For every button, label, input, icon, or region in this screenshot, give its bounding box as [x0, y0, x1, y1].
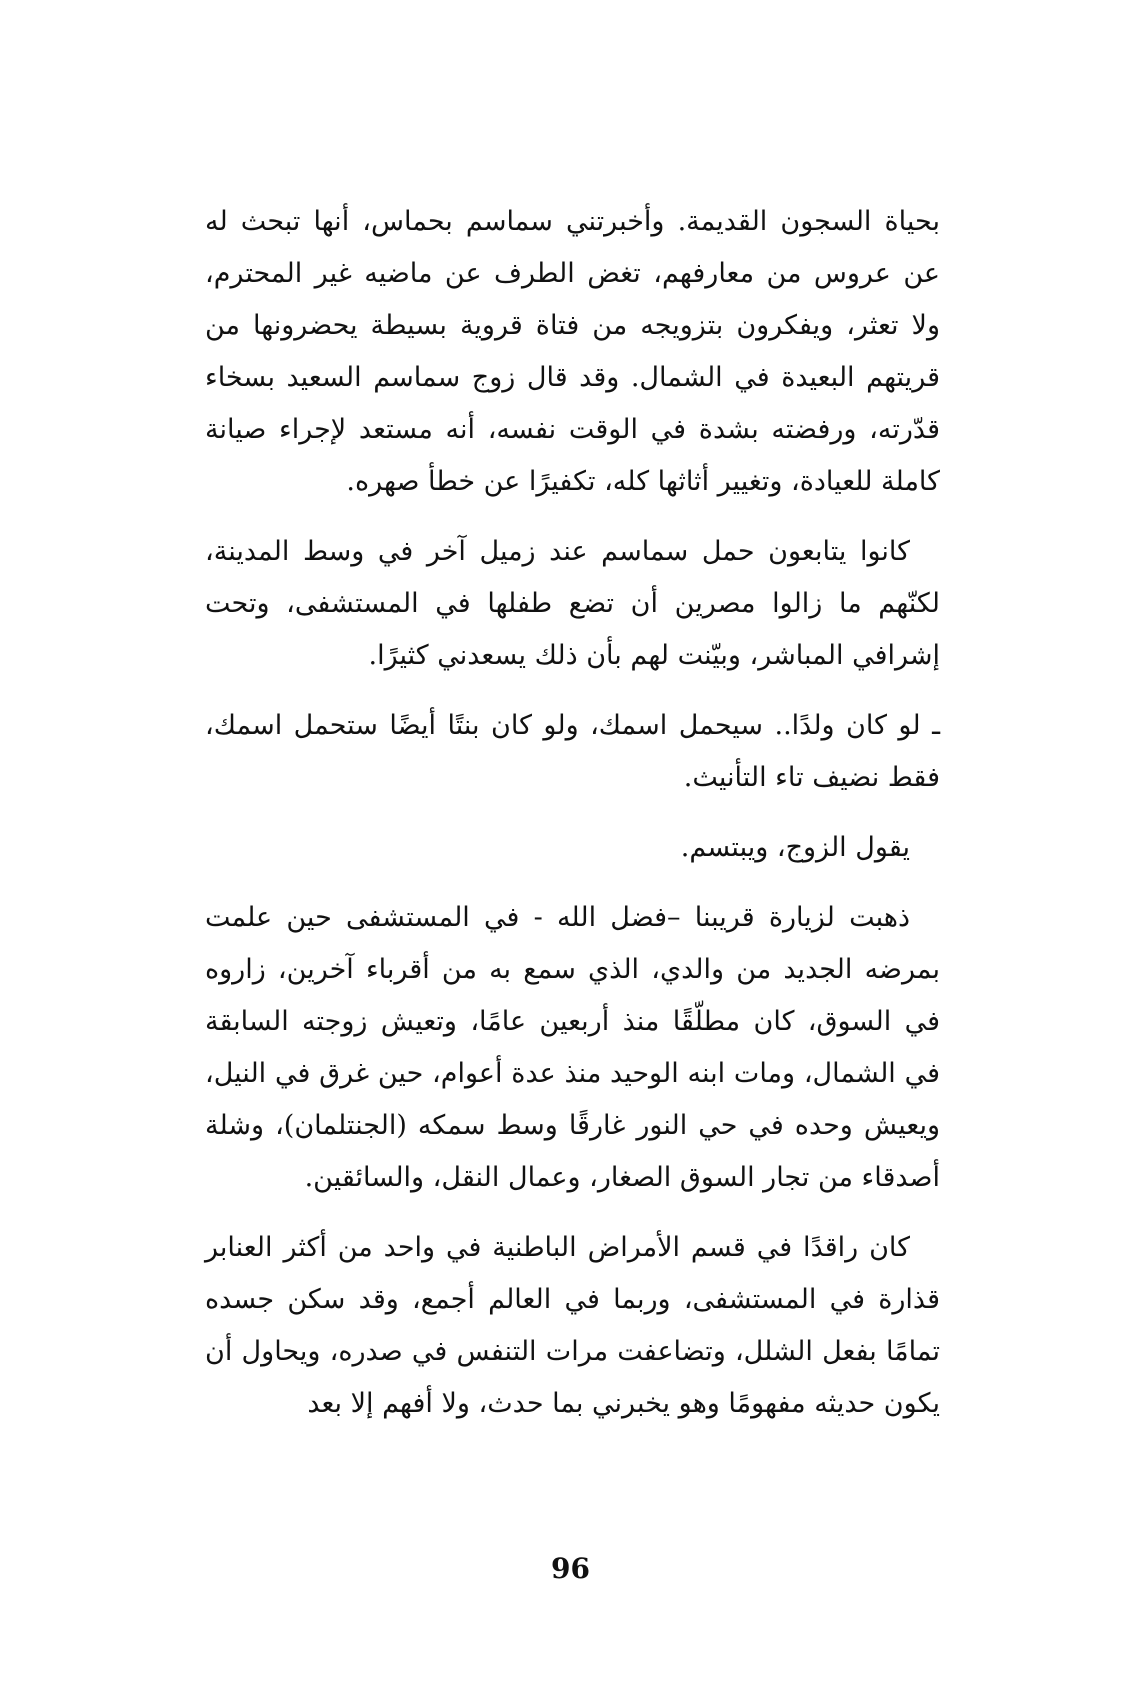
paragraph-1: بحياة السجون القديمة. وأخبرتني سماسم بحماس، أنها تبحث له عن عروس من معارفهم، تغض الطرف عن ماضيه غير المحترم، ولا تعثر، ويفكرون بتزويجه من فتاة قروية بسيطة يحضرونها من قريتهم البعيدة في الشمال. وقد قال زوج سماسم السعيد بسخاء قدّرته، ورفضته بشدة في الوقت نفسه، أنه مستعد لإجراء صيانة كاملة للعيادة، وتغيير أثاثها كله، تكفيرًا عن خطأ صهره. [205, 206, 940, 497]
paragraph-5: كان راقدًا في قسم الأمراض الباطنية في واحد من أكثر العنابر قذارة في المستشفى، وربما في العالم أجمع، وقد سكن جسده تمامًا بفعل الشلل، وتضاعفت مرات التنفس في صدره، ويحاول أن يكون حديثه مفهومًا وهو يخبرني بما حدث، ولا أفهم إلا بعد [205, 1232, 940, 1419]
paragraph-4: ذهبت لزيارة قريبنا –فضل الله - في المستشفى حين علمت بمرضه الجديد من والدي، الذي سمع به من أقرباء آخرين، زاروه في السوق، كان مطلّقًا منذ أربعين عامًا، وتعيش زوجته السابقة في الشمال، ومات ابنه الوحيد منذ عدة أعوام، حين غرق في النيل، ويعيش وحده في حي النور غارقًا وسط سمكه (الجنتلمان)، وشلة أصدقاء من تجار السوق الصغار، وعمال النقل، والسائقين. [205, 902, 940, 1193]
paragraph-3: يقول الزوج، ويبتسم. [680, 832, 910, 863]
page-number: 96 [551, 1552, 590, 1585]
dialogue-line: ـ لو كان ولدًا.. سيحمل اسمك، ولو كان بنتًا أيضًا ستحمل اسمك، فقط نضيف تاء التأنيث. [205, 710, 940, 793]
body-text [205, 196, 940, 1448]
paragraph-2: كانوا يتابعون حمل سماسم عند زميل آخر في وسط المدينة، لكنّهم ما زالوا مصرين أن تضع طفلها في المستشفى، وتحت إشرافي المباشر، وبيّنت لهم بأن ذلك يسعدني كثيرًا. [205, 536, 940, 671]
